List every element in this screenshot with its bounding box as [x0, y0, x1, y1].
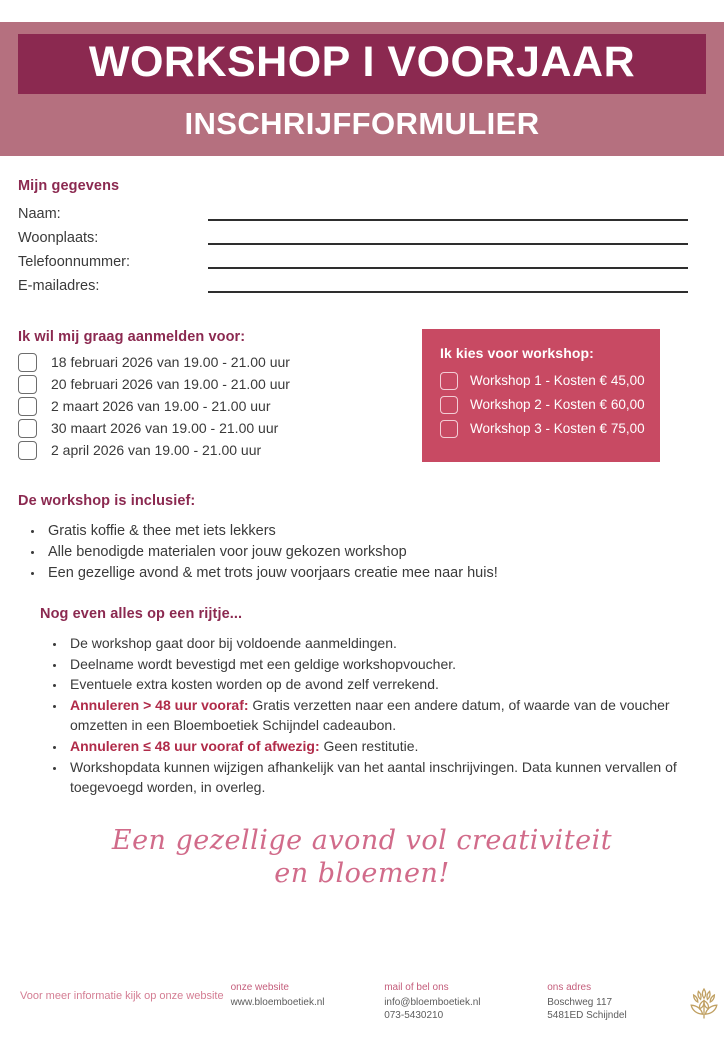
field-row-naam [18, 200, 724, 224]
footer-address-line-2: 5481ED Schijndel [547, 1010, 627, 1021]
footer-more-info: Voor meer informatie kijk op onze website [20, 990, 224, 1002]
footer-website-heading: onze website [230, 982, 289, 993]
input-naam[interactable] [208, 219, 688, 221]
brand-logo [684, 981, 724, 1030]
checkbox-date-2[interactable] [18, 375, 37, 394]
term-text: Workshopdata kunnen wijzigen afhankelijk van het aantal inschrijvingen. Data kunnen vervallen of toegevoegd worden, in overleg. [70, 758, 677, 795]
list-item: • Een gezellige avond & met trots jouw voorjaars creatie mee naar huis! [44, 563, 724, 584]
signup-and-choice-section [0, 329, 724, 463]
checkbox-workshop-3[interactable] [440, 420, 458, 438]
input-woonplaats[interactable] [208, 243, 688, 245]
date-option-row[interactable] [18, 441, 398, 460]
footer-address-line-1: Boschweg 117 [547, 996, 613, 1008]
personal-details-heading: Mijn gegevens [18, 177, 120, 194]
workshop-option-label: Workshop 1 - Kosten € 45,00 [470, 373, 645, 389]
tagline [0, 824, 724, 892]
date-option-row[interactable] [18, 375, 398, 394]
label-telefoonnummer: Telefoonnummer: [18, 254, 131, 271]
term-text: Gratis verzetten naar een andere datum, of waarde van de voucher omzetten in een Bloemboetiek Schijndel cadeaubon. [70, 697, 670, 734]
date-option-row[interactable] [18, 419, 398, 438]
workshop-option-row[interactable] [440, 420, 645, 438]
checkbox-date-1[interactable] [18, 353, 37, 372]
checkbox-workshop-2[interactable] [440, 396, 458, 414]
label-emailadres: E-mailadres: [18, 278, 100, 295]
footer-address-heading: ons adres [547, 982, 592, 993]
checkbox-date-5[interactable] [18, 441, 37, 460]
input-emailadres[interactable] [208, 291, 688, 293]
list-item [66, 634, 686, 654]
inclusive-section [18, 493, 724, 584]
workshop-choice-heading: Ik kies voor workshop: [440, 344, 594, 361]
list-item: • Alle benodigde materialen voor jouw gekozen workshop [44, 542, 724, 563]
list-item [66, 758, 686, 798]
workshop-option-row[interactable] [440, 396, 645, 414]
list-item [66, 655, 686, 675]
footer-website-value[interactable]: www.bloemboetiek.nl [230, 996, 325, 1008]
term-text: Deelname wordt bevestigd met een geldige workshopvoucher. [70, 655, 457, 672]
field-row-woonplaats [18, 224, 724, 248]
page-header [0, 22, 724, 156]
workshop-choice-list [440, 372, 645, 438]
list-item [66, 675, 686, 695]
label-woonplaats: Woonplaats: [18, 230, 99, 247]
personal-details-fields [18, 200, 724, 296]
inclusive-heading: De workshop is inclusief: [18, 492, 196, 509]
footer-website-column [231, 981, 363, 1009]
term-text: Geen restitutie. [319, 738, 419, 754]
tagline-line-1: Een gezellige avond vol creativiteit [111, 824, 613, 856]
list-item [66, 696, 686, 736]
date-option-row[interactable] [18, 353, 398, 372]
date-option-label: 30 maart 2026 van 19.00 - 21.00 uur [51, 420, 279, 437]
date-option-label: 2 maart 2026 van 19.00 - 21.00 uur [51, 398, 271, 415]
field-row-telefoonnummer [18, 248, 724, 272]
field-row-emailadres [18, 272, 724, 296]
footer-email-value[interactable]: info@bloemboetiek.nl [384, 996, 481, 1008]
date-option-label: 20 februari 2026 van 19.00 - 21.00 uur [51, 376, 290, 393]
term-bold: Annuleren > 48 uur vooraf: [70, 697, 249, 714]
terms-list [40, 634, 686, 798]
checkbox-workshop-1[interactable] [440, 372, 458, 390]
label-naam: Naam: [18, 206, 61, 223]
date-option-label: 2 april 2026 van 19.00 - 21.00 uur [51, 442, 262, 459]
footer-contact-column [384, 981, 525, 1023]
checkbox-date-3[interactable] [18, 397, 37, 416]
footer-address-column [547, 981, 660, 1023]
terms-section [40, 606, 724, 798]
page-subtitle: INSCHRIJFFORMULIER [184, 105, 540, 141]
inclusive-list [18, 521, 724, 584]
page-title: WORKSHOP I VOORJAAR [88, 38, 636, 86]
term-bold: Annuleren ≤ 48 uur vooraf of afwezig: [70, 738, 320, 754]
personal-details-section [18, 178, 724, 296]
terms-heading: Nog even alles op een rijtje... [40, 605, 243, 622]
checkbox-date-4[interactable] [18, 419, 37, 438]
footer-contact-heading: mail of bel ons [384, 982, 449, 993]
signup-dates-section [18, 329, 398, 463]
term-text: Eventuele extra kosten worden op de avond zelf verrekend. [70, 676, 439, 693]
input-telefoonnummer[interactable] [208, 267, 688, 269]
workshop-option-label: Workshop 3 - Kosten € 75,00 [470, 421, 645, 437]
lotus-flower-icon [684, 983, 724, 1025]
page-footer [0, 981, 724, 1030]
signup-date-list [18, 353, 398, 460]
date-option-label: 18 februari 2026 van 19.00 - 21.00 uur [51, 354, 290, 371]
workshop-option-row[interactable] [440, 372, 645, 390]
term-text: De workshop gaat door bij voldoende aanmeldingen. [70, 634, 397, 651]
list-item: • Gratis koffie & thee met iets lekkers [44, 521, 724, 542]
header-title-band [18, 34, 706, 94]
workshop-choice-box [422, 329, 660, 462]
signup-heading: Ik wil mij graag aanmelden voor: [18, 328, 246, 345]
date-option-row[interactable] [18, 397, 398, 416]
footer-phone-value[interactable]: 073-5430210 [384, 1010, 444, 1021]
tagline-line-2: en bloemen! [274, 858, 450, 890]
list-item [66, 737, 686, 757]
workshop-option-label: Workshop 2 - Kosten € 60,00 [470, 397, 645, 413]
